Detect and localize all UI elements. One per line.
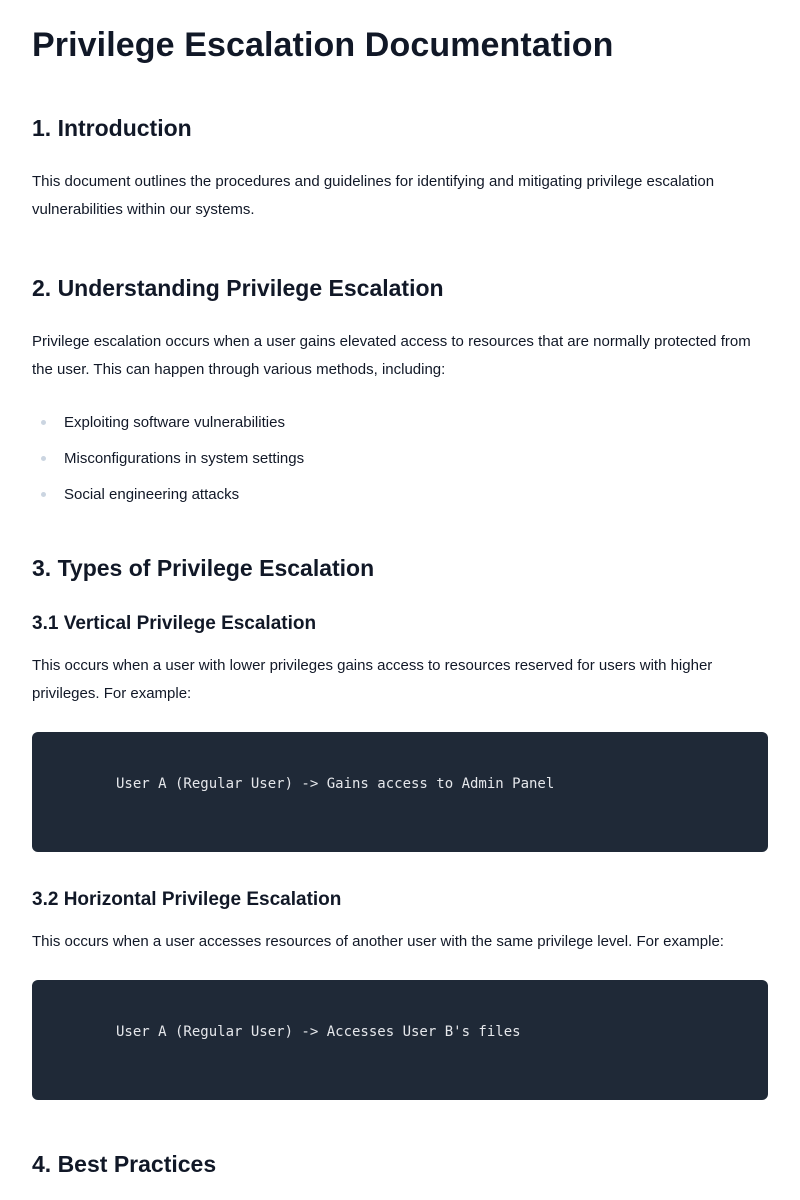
code-block-vertical-example [32,732,768,852]
bullet-dot-icon [41,420,46,425]
introduction-paragraph: This document outlines the procedures and guidelines for identifying and mitigating privilege escalation vulnerabilities within our systems. [32,173,715,218]
methods-bullet-list [32,404,768,512]
code-text: User A (Regular User) -> Accesses User B's files [116,1024,521,1040]
bullet-text: Social engineering attacks [64,485,240,503]
code-text: User A (Regular User) -> Gains access to Admin Panel [116,776,555,792]
section-heading-introduction: 1. Introduction [32,115,192,141]
section-heading-best-practices: 4. Best Practices [32,1151,217,1177]
code-block-horizontal-example [32,980,768,1100]
bullet-dot-icon [41,456,46,461]
understanding-paragraph: Privilege escalation occurs when a user gains elevated access to resources that are normally protected from the user. This can happen through various methods, including: [32,333,751,378]
bullet-text: Misconfigurations in system settings [64,449,305,467]
horizontal-escalation-paragraph: This occurs when a user accesses resources of another user with the same privilege level. For example: [32,933,724,950]
page-title: Privilege Escalation Documentation [32,26,614,64]
list-item [32,440,768,476]
bullet-text: Exploiting software vulnerabilities [64,413,285,431]
vertical-escalation-paragraph: This occurs when a user with lower privileges gains access to resources reserved for users with higher privileges. For example: [32,657,713,702]
bullet-dot-icon [41,492,46,497]
subsection-heading-horizontal: 3.2 Horizontal Privilege Escalation [32,889,342,910]
list-item [32,404,768,440]
section-heading-understanding: 2. Understanding Privilege Escalation [32,275,444,301]
list-item [32,476,768,512]
subsection-heading-vertical: 3.1 Vertical Privilege Escalation [32,613,317,634]
section-heading-types: 3. Types of Privilege Escalation [32,555,375,581]
